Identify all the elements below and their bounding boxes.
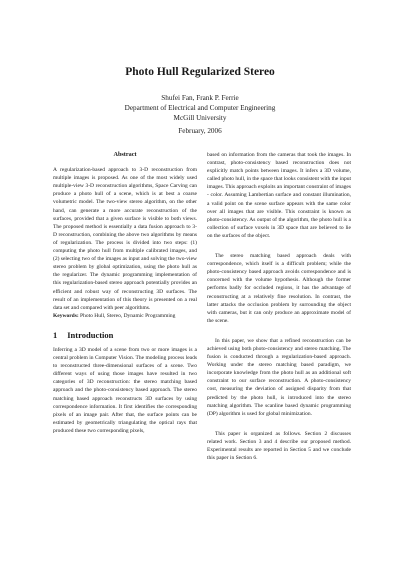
paper-date: February, 2006 [178, 127, 222, 135]
abstract-body: A regularization-based approach to 3-D reconstruction from multiple images is proposed. As one of the most widely used multiple-view 3-D reconstruction algorithms, Space Carving can produce a photo hull of a scene, which is at best a coarse volumetric model. The two-view stereo algorithm, on the other hand, can generate a more accurate reconstruction of the surfaces, provided that a given surface is visible to both views. The proposed method is essentially a data fusion approach to 3-D reconstruction, combining the above two algorithms by means of regularization. The process is divided into two steps: (1) computing the photo hull from multiple calibrated images, and (2) selecting two of the images as input and solving the two-view stereo problem by global optimization, using the photo hull as the regularizer. The dynamic programming implementation of this regularization-based stereo approach potentially provides an efficient and robust way of reconstructing 3D surfaces. The result of an implementation of this theory is presented on a real data set and compared with peer algorithms. [53, 167, 197, 311]
left-column [53, 151, 197, 435]
intro-paragraph: Inferring a 3D model of a scene from two or more images is a central problem in Computer Vision. The modeling process leads to reconstructed three-dimensional surfaces of a scene. Two different ways of using those images have resulted in two categories of 3D reconstruction: the stereo matching based approach and the photo-consistency based approach. The stereo matching based approach reconstructs 3D surfaces by using correspondence information. It first identifies the corresponding pixels of an image pair. After that, the surface points can be estimated by geometrically triangulating the optical rays that produced these two corresponding pixels, [53, 346, 197, 434]
section-heading [53, 331, 197, 339]
intro-paragraph: The stereo matching based approach deals with correspondence, which itself is a difficult problem; while the photo-consistency based approach avoids correspondence and is concerned with the volume hypothesis. Although the former performs badly for occluded regions, it has the advantage of reconstructing at a relatively fine resolution. In contrast, the latter attacks the occlusion problem by surrounding the object with cameras, but it can only produce an approximate model of the scene. [207, 253, 351, 324]
intro-paragraph: In this paper, we show that a refined reconstruction can be achieved using both photo-consistency and stereo matching. The fusion is conducted through a regularization-based approach. Working under the stereo matching based paradigm, we incorporate knowledge from the photo hull as an additional soft constraint to our surface reconstruction. A photo-consistency cost, measuring the deviation of assigned disparity from that predicted by the photo hull, is introduced into the stereo matching algorithm. The scanline based dynamic programming (DP) algorithm is used for global minimization. [207, 337, 351, 417]
keywords-list: Photo Hull, Stereo, Dynamic Programming [80, 312, 176, 319]
keywords-line [53, 312, 197, 320]
right-column [207, 151, 351, 462]
author-university: McGill University [173, 114, 227, 122]
author-names: Shufei Fan, Frank P. Ferrie [161, 94, 239, 102]
author-block [0, 93, 400, 123]
section-number: 1 [53, 329, 58, 340]
keywords-label: Keywords: [53, 312, 79, 319]
abstract-heading: Abstract [113, 151, 137, 158]
intro-paragraph: This paper is organized as follows. Section 2 discusses related work. Section 3 and 4 describe our proposed method. Experimental results are reported in Section 5 and we conclude this paper in Section 6. [207, 430, 351, 462]
author-department: Department of Electrical and Computer Engineering [124, 104, 276, 112]
section-title: Introduction [67, 329, 114, 340]
paper-title: Photo Hull Regularized Stereo [125, 66, 275, 78]
intro-paragraph-continued: based on information from the cameras that took the images. In contrast, photo-consistency based reconstruction does not explicitly match points between images. It infers a 3D volume, called photo hull, in the space that looks consistent with the input images. This approach exploits an important constraint of images - color. Assuming Lambertian surface and constant illumination, a valid point on the scene surface appears with the same color over all images that are visible. This constraint is known as photo-consistency. As output of the algorithm, the photo hull is a collection of surface voxels in 3D space that are believed to lie on the surfaces of the object. [207, 152, 351, 239]
